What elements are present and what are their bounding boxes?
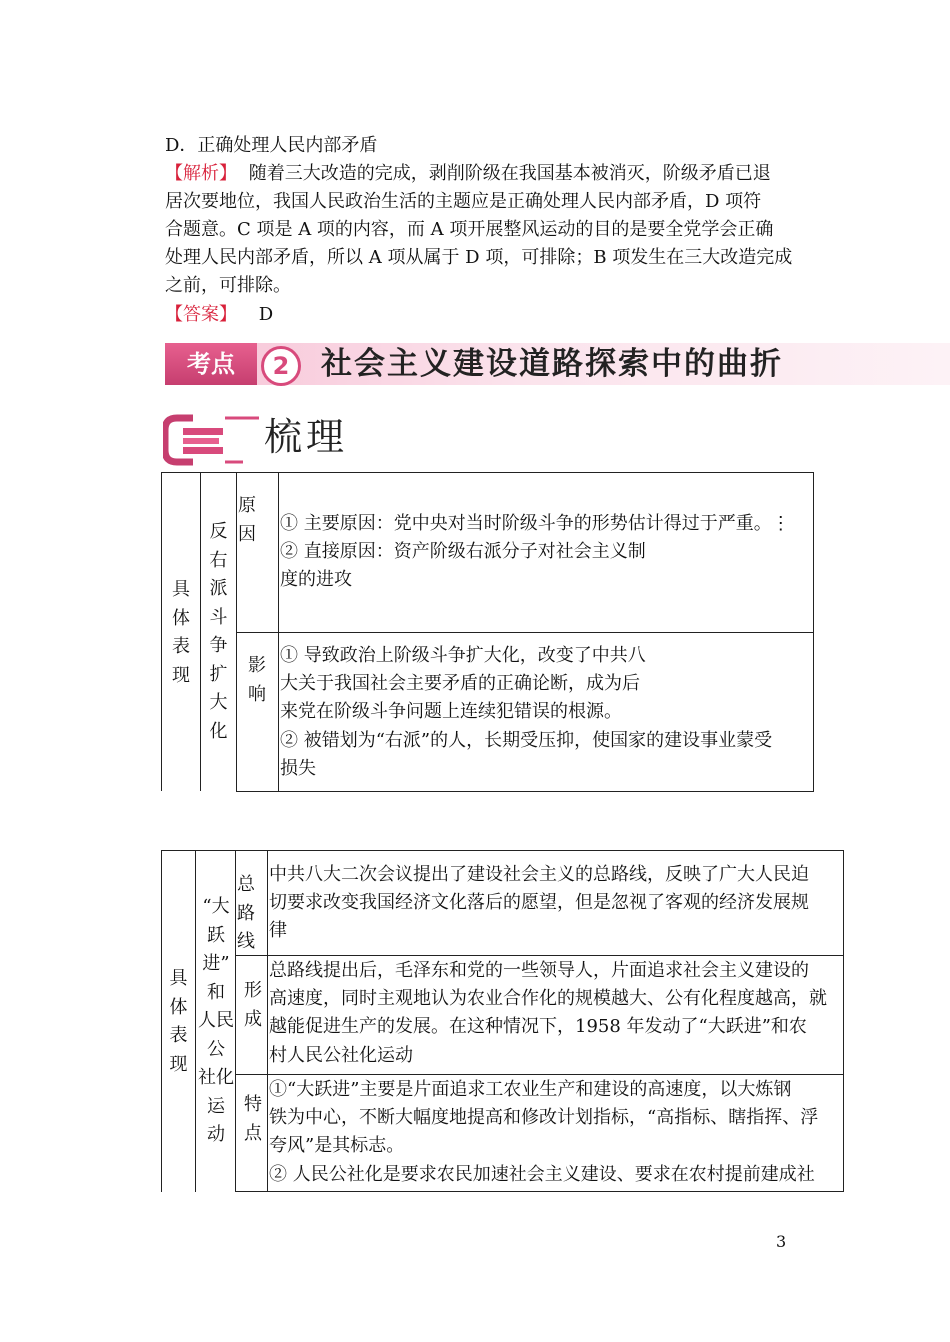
t2-row1-line-1: 中共八大二次会议提出了建设社会主义的总路线，反映了广大人民迫	[269, 864, 809, 885]
t1-row2-line-5: 损失	[280, 758, 316, 779]
analysis-line-1	[165, 162, 771, 186]
t1-row2-line-3: 来党在阶级斗争问题上连续犯错误的根源。	[280, 701, 622, 722]
analysis-line-4: 处理人民内部矛盾，所以 A 项从属于 D 项，可排除；B 项发生在三大改造完成	[165, 247, 793, 268]
t1-col1-label: 具 体 表 现	[172, 579, 190, 686]
banner-title: 社会主义建设道路探索中的曲折	[321, 346, 783, 382]
t1-row2-line-4: ② 被错划为“右派”的人，长期受压抑，使国家的建设事业蒙受	[280, 730, 773, 751]
t1-row1-line-3: 度的进攻	[280, 569, 352, 590]
t1-col2-label: 反 右 派 斗 争 扩 大 化	[209, 521, 228, 742]
t1-row2-line-2: 大关于我国社会主要矛盾的正确论断，成为后	[280, 673, 640, 694]
analysis-line-3: 合题意。C 项是 A 项的内容，而 A 项开展整风运动的目的是要全党学会正确	[165, 219, 774, 240]
banner-tag: 考点	[165, 343, 257, 385]
t1-row2-line-1: ① 导致政治上阶级斗争扩大化，改变了中共八	[280, 645, 646, 666]
t2-row1-label: 总 路 线	[237, 874, 255, 952]
answer-value: D	[258, 304, 274, 325]
t2-col2-label: “大 跃 进” 和 人民 公 社化 运 动	[198, 896, 234, 1145]
t2-row1-line-3: 律	[269, 920, 287, 941]
answer-line	[165, 303, 273, 327]
analysis-text-1: 随着三大改造的完成，剥削阶级在我国基本被消灭，阶级矛盾已退	[248, 163, 771, 184]
section-title: 梳理	[264, 415, 349, 459]
section-icon	[163, 414, 259, 466]
t2-row1-line-2: 切要求改变我国经济文化落后的愿望，但是忽视了客观的经济发展规	[269, 892, 809, 913]
t2-row3-line-2: 铁为中心，不断大幅度地提高和修改计划指标，“高指标、瞎指挥、浮	[269, 1107, 819, 1128]
page-number: 3	[776, 1232, 787, 1251]
answer-label: 【答案】	[165, 304, 237, 325]
t2-row2-line-1: 总路线提出后，毛泽东和党的一些领导人，片面追求社会主义建设的	[269, 960, 809, 981]
t1-row1-line-2: ② 直接原因：资产阶级右派分子对社会主义制	[280, 541, 646, 562]
t2-row3-line-3: 夸风”是其标志。	[269, 1135, 405, 1156]
t1-row1-label: 原 因	[238, 495, 256, 545]
t2-row2-label: 形 成	[244, 980, 262, 1030]
t2-row2-line-3: 越能促进生产的发展。在这种情况下，1958 年发动了“大跃进”和农	[269, 1016, 807, 1037]
t2-col1-label: 具 体 表 现	[169, 968, 188, 1075]
banner-number: 2	[261, 346, 301, 386]
analysis-line-5: 之前，可排除。	[165, 275, 291, 296]
t2-row2-line-2: 高速度，同时主观地认为农业合作化的规模越大、公有化程度越高，就	[269, 988, 827, 1009]
t2-row3-label: 特 点	[244, 1094, 262, 1144]
t1-row1-line-1: ① 主要原因：党中央对当时阶级斗争的形势估计得过于严重。⋮	[280, 513, 790, 534]
t2-row2-line-4: 村人民公社化运动	[269, 1045, 413, 1066]
topic-banner	[165, 343, 950, 385]
t2-row3-line-1: ①“大跃进”主要是片面追求工农业生产和建设的高速度，以大炼钢	[269, 1079, 792, 1100]
analysis-label: 【解析】	[165, 163, 237, 184]
analysis-line-2: 居次要地位，我国人民政治生活的主题应是正确处理人民内部矛盾，D 项符	[165, 191, 762, 212]
option-d: D．正确处理人民内部矛盾	[165, 135, 378, 156]
t1-row2-label: 影 响	[248, 655, 266, 705]
t2-row3-line-4: ② 人民公社化是要求农民加速社会主义建设、要求在农村提前建成社	[269, 1164, 815, 1185]
